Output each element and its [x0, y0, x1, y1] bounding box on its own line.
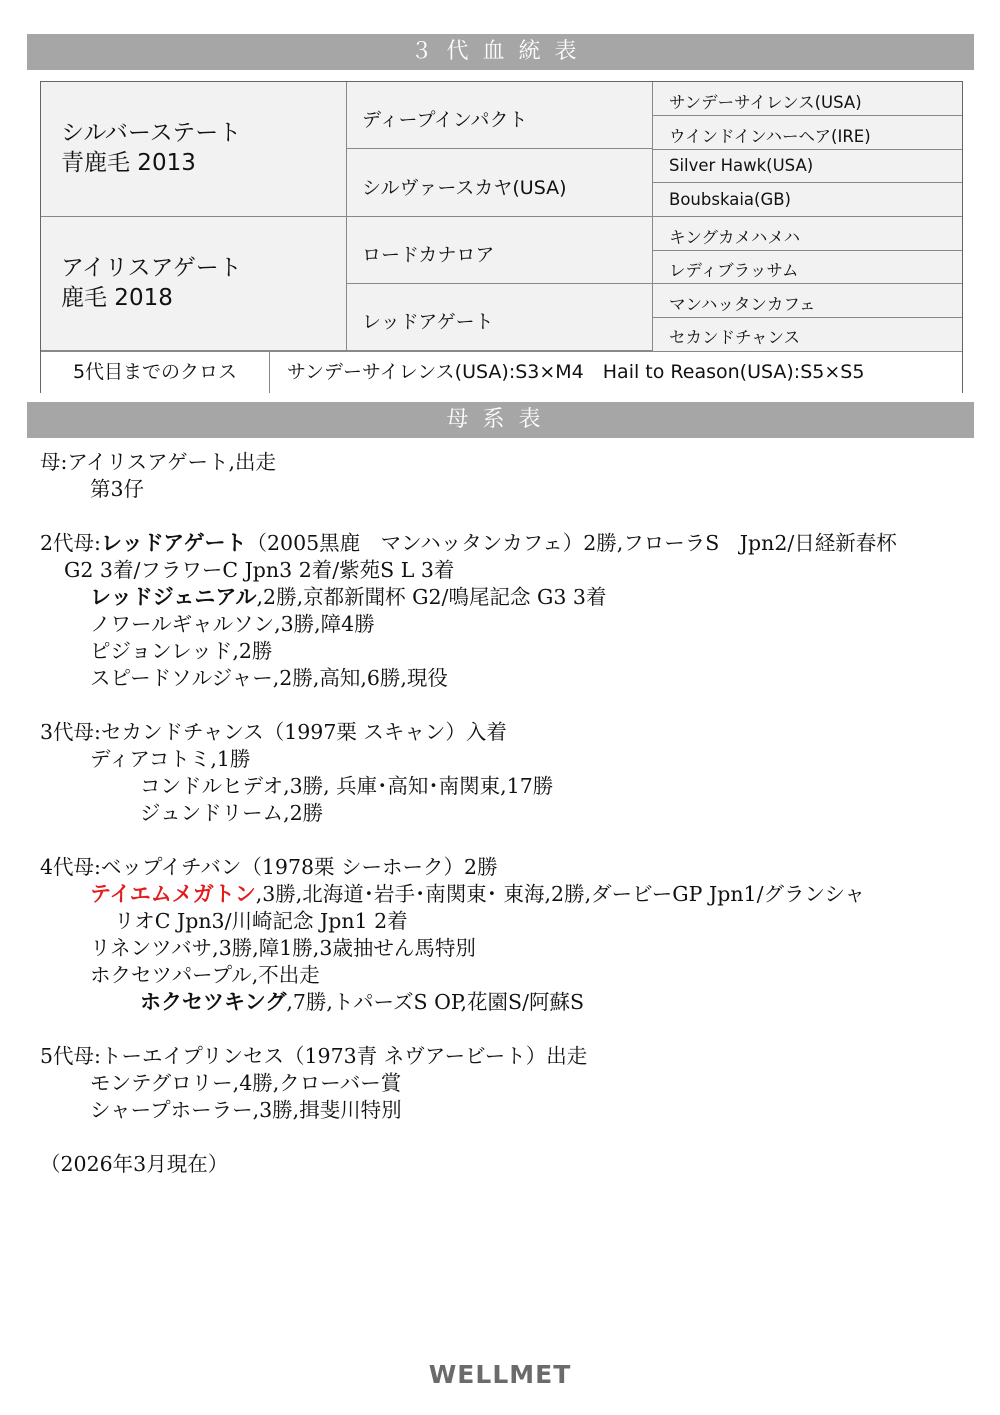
fifth-dam-line: 5代母:トーエイプリンセス（1973青 ネヴアービート）出走	[40, 1044, 588, 1068]
offspring-line: コンドルヒデオ,3勝, 兵庫･高知･南関東,17勝	[140, 774, 554, 798]
cross-label: 5代目までのクロス	[41, 352, 270, 393]
dam-dam-name: レッドアゲート	[362, 311, 494, 333]
dam-dam-cell	[347, 284, 653, 351]
ancestor-name: マンハッタンカフェ	[669, 295, 816, 314]
horse-name-bold: レッドジェニアル	[90, 585, 257, 609]
offspring-line	[90, 881, 865, 908]
ancestor-cell	[653, 149, 962, 183]
offspring-line	[140, 989, 584, 1016]
dam-sire-cell	[347, 217, 653, 284]
ancestor-name: セカンドチャンス	[669, 328, 801, 347]
ancestor-name: レディブラッサム	[669, 261, 799, 280]
offspring-line	[90, 584, 606, 611]
ancestor-name: Boubskaia(GB)	[669, 190, 791, 209]
ancestor-cell	[653, 183, 962, 217]
generation-label: 2代母:	[40, 531, 101, 555]
line-text: ,3勝,北海道･岩手･南関東･ 東海,2勝,ダービーGP Jpn1/グランシャ	[255, 882, 866, 906]
sire-dam-name: シルヴァースカヤ(USA)	[362, 177, 567, 199]
line-text: （2005黒鹿 マンハッタンカフェ）2勝,フローラS Jpn2/日経新春杯	[246, 531, 897, 555]
offspring-line: スピードソルジャー,2勝,高知,6勝,現役	[90, 666, 448, 690]
offspring-line: ノワールギャルソン,3勝,障4勝	[90, 612, 375, 636]
line-text: ,2勝,京都新聞杯 G2/鳴尾記念 G3 3着	[256, 585, 607, 609]
inbreeding-cross-row	[41, 351, 962, 393]
ancestor-cell	[653, 317, 962, 351]
as-of-date: （2026年3月現在）	[40, 1152, 229, 1176]
third-dam-line: 3代母:セカンドチャンス（1997栗 スキャン）入着	[40, 720, 507, 744]
dam-name: アイリスアゲート	[61, 255, 242, 281]
pedigree-table	[40, 81, 963, 393]
offspring-line: リネンツバサ,3勝,障1勝,3歳抽せん馬特別	[90, 936, 476, 960]
ancestor-name: ウインドインハーヘア(IRE)	[669, 127, 871, 146]
sire-dam-cell	[347, 149, 653, 217]
wellmet-logo: WELLMET	[428, 1360, 572, 1389]
sire-sire-name: ディープインパクト	[362, 109, 528, 131]
dam-line: 母:アイリスアゲート,出走	[40, 450, 277, 474]
family-header: 母系表	[27, 402, 974, 438]
offspring-line: ジュンドリーム,2勝	[140, 801, 324, 825]
horse-name-bold: レッドアゲート	[100, 531, 247, 555]
foal-order: 第3仔	[90, 477, 145, 501]
line-text: ,7勝,トパーズS OP,花園S/阿蘇S	[286, 990, 585, 1014]
cross-value: サンデーサイレンス(USA):S3×M4 Hail to Reason(USA):S5×S5	[287, 361, 865, 383]
sire-name: シルバーステート	[61, 120, 242, 146]
second-dam-line	[40, 530, 897, 557]
horse-name-highlight: テイエムメガトン	[90, 882, 256, 906]
line-continuation: G2 3着/フラワーC Jpn3 2着/紫苑S L 3着	[64, 558, 455, 582]
line-continuation: リオC Jpn3/川崎記念 Jpn1 2着	[114, 909, 408, 933]
horse-name-bold: ホクセツキング	[140, 990, 287, 1014]
offspring-line: ディアコトミ,1勝	[90, 747, 251, 771]
dam-cell	[41, 217, 347, 351]
fourth-dam-line: 4代母:ベップイチバン（1978栗 シーホーク）2勝	[40, 855, 498, 879]
pedigree-header: ３代血統表	[27, 34, 974, 70]
ancestor-name: Silver Hawk(USA)	[669, 156, 814, 175]
offspring-line: ホクセツパープル,不出走	[90, 963, 320, 987]
sire-info: 青鹿毛 2013	[61, 150, 196, 176]
ancestor-cell	[653, 82, 962, 116]
offspring-line: シャープホーラー,3勝,揖斐川特別	[90, 1098, 402, 1122]
dam-info: 鹿毛 2018	[61, 285, 173, 311]
ancestor-name: サンデーサイレンス(USA)	[669, 93, 862, 112]
ancestor-cell	[653, 217, 962, 251]
ancestor-cell	[653, 250, 962, 284]
dam-sire-name: ロードカナロア	[362, 244, 495, 266]
offspring-line: ピジョンレッド,2勝	[90, 639, 273, 663]
ancestor-cell	[653, 284, 962, 318]
ancestor-name: キングカメハメハ	[669, 228, 801, 247]
sire-sire-cell	[347, 82, 653, 149]
ancestor-cell	[653, 116, 962, 150]
sire-cell	[41, 82, 347, 217]
offspring-line: モンテグロリー,4勝,クローバー賞	[90, 1071, 402, 1095]
